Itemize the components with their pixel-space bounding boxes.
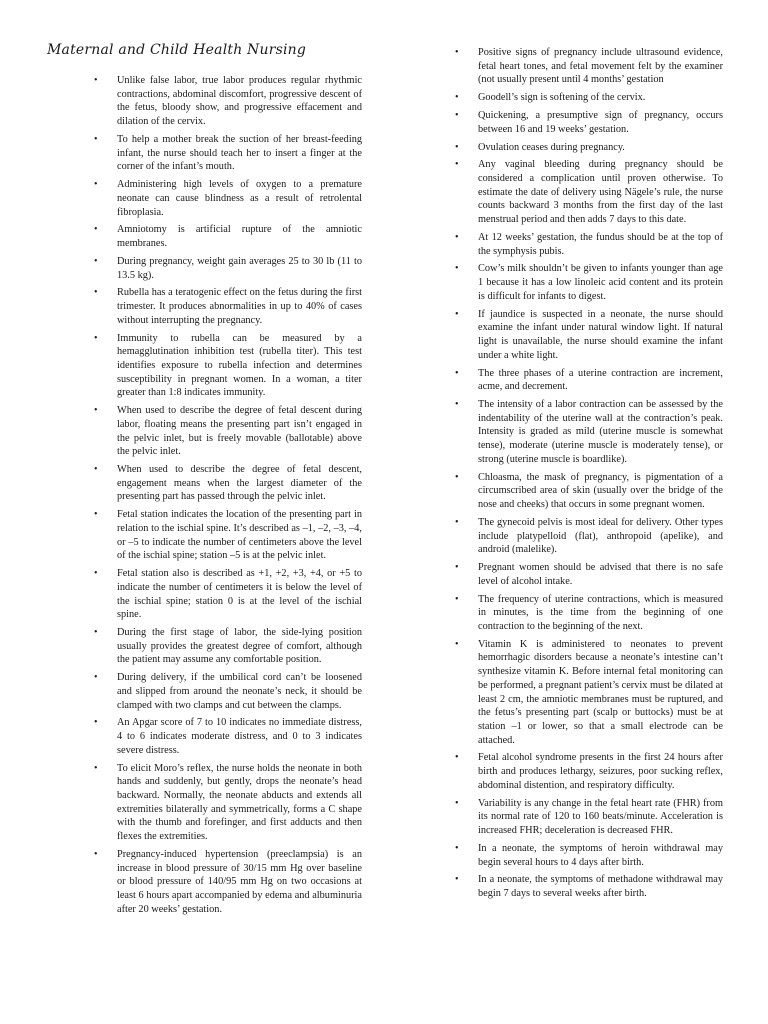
bullet-item: • Cow’s milk shouldn’t be given to infants younger than age 1 because it has a low linoleic acid content and its protein is difficult for infants to digest. (478, 262, 723, 303)
bullet-item: • Fetal alcohol syndrome presents in the first 24 hours after birth and produces lethargy, seizures, poor sucking reflex, abdominal distention, and respiratory difficulty. (478, 751, 723, 792)
bullet-item: • Administering high levels of oxygen to a premature neonate can cause blindness as a result of retrolental fibroplasia. (117, 178, 362, 219)
bullet-item: • Immunity to rubella can be measured by a hemagglutination inhibition test (rubella titer). This test identifies exposure to rubella infection and determines susceptibility in pregnant women. In a woman, a titer greater than 1:8 indicates immunity. (117, 332, 362, 401)
bullet-item: • Variability is any change in the fetal heart rate (FHR) from its normal rate of 120 to 160 beats/minute. Acceleration is increased FHR; deceleration is decreased FHR. (478, 797, 723, 838)
bullet-item: • When used to describe the degree of fetal descent during labor, floating means the presenting part isn’t engaged in the pelvic inlet, but is freely movable (ballotable) above the pelvic inlet. (117, 404, 362, 459)
bullet-item: • The gynecoid pelvis is most ideal for delivery. Other types include platypelloid (flat), anthropoid (apelike), and android (malelike). (478, 516, 723, 557)
page-title: Maternal and Child Health Nursing (47, 42, 307, 58)
bullet-item: • Chloasma, the mask of pregnancy, is pigmentation of a circumscribed area of skin (usually over the bridge of the nose and cheeks) that occurs in some pregnant women. (478, 471, 723, 512)
bullet-item: • To elicit Moro’s reflex, the nurse holds the neonate in both hands and suddenly, but gently, drops the neonate’s head backward. Normally, the neonate abducts and extends all extremities bilaterally and symmetrically, forms a C shape with the thumb and forefinger, and first adducts and then flexes the extremities. (117, 762, 362, 844)
bullet-item: • Fetal station also is described as +1, +2, +3, +4, or +5 to indicate the number of centimeters it is below the level of the ischial spine; station 0 is at the level of the ischial spine. (117, 567, 362, 622)
bullet-item: • If jaundice is suspected in a neonate, the nurse should examine the infant under natural window light. If natural light is unavailable, the nurse should examine the infant under a white light. (478, 308, 723, 363)
bullet-item: • Unlike false labor, true labor produces regular rhythmic contractions, abdominal discomfort, progressive descent of the fetus, bloody show, and progressive effacement and dilation of the cervix. (117, 74, 362, 129)
bullet-item: • The frequency of uterine contractions, which is measured in minutes, is the time from the beginning of one contraction to the beginning of the next. (478, 593, 723, 634)
left-column (117, 74, 362, 921)
bullet-item: • The three phases of a uterine contraction are increment, acme, and decrement. (478, 367, 723, 394)
bullet-item: • Any vaginal bleeding during pregnancy should be considered a complication until proven otherwise. To estimate the date of delivery using Nägele’s rule, the nurse counts backward 3 months from the first day of the last menstrual period and then adds 7 days to this date. (478, 158, 723, 227)
bullet-item: • Positive signs of pregnancy include ultrasound evidence, fetal heart tones, and fetal movement felt by the examiner (not usually present until 4 months’ gestation (478, 46, 723, 87)
bullet-item: • When used to describe the degree of fetal descent, engagement means when the largest diameter of the presenting part has passed through the pelvic inlet. (117, 463, 362, 504)
bullet-item: • During the first stage of labor, the side-lying position usually provides the greatest degree of comfort, although the patient may assume any comfortable position. (117, 626, 362, 667)
bullet-item: • Pregnancy-induced hypertension (preeclampsia) is an increase in blood pressure of 30/15 mm Hg over baseline or blood pressure of 140/95 mm Hg on two occasions at least 6 hours apart accompanied by edema and albuminuria after 20 weeks’ gestation. (117, 848, 362, 917)
bullet-item: • Vitamin K is administered to neonates to prevent hemorrhagic disorders because a neonate’s intestine can’t synthesize vitamin K. Before internal fetal monitoring can be performed, a pregnant patient’s cervix must be dilated at least 2 cm, the amniotic membranes must be ruptured, and the fetus’s presenting part (scalp or buttocks) must be at station –1 or lower, so that a small electrode can be attached. (478, 638, 723, 748)
bullet-item: • Pregnant women should be advised that there is no safe level of alcohol intake. (478, 561, 723, 588)
bullet-item: • In a neonate, the symptoms of heroin withdrawal may begin several hours to 4 days after birth. (478, 842, 723, 869)
bullet-item: • Amniotomy is artificial rupture of the amniotic membranes. (117, 223, 362, 250)
right-column (478, 46, 723, 905)
bullet-item: • During pregnancy, weight gain averages 25 to 30 lb (11 to 13.5 kg). (117, 255, 362, 282)
bullet-item: • At 12 weeks’ gestation, the fundus should be at the top of the symphysis pubis. (478, 231, 723, 258)
bullet-item: • The intensity of a labor contraction can be assessed by the indentability of the uterine wall at the contraction’s peak. Intensity is graded as mild (uterine muscle is somewhat tense), moderate (uterine muscle is moderately tense), or strong (uterine muscle is boardlike). (478, 398, 723, 467)
bullet-item: • During delivery, if the umbilical cord can’t be loosened and slipped from around the neonate’s neck, it should be clamped with two clamps and cut between the clamps. (117, 671, 362, 712)
bullet-item: • To help a mother break the suction of her breast-feeding infant, the nurse should teach her to insert a finger at the corner of the infant’s mouth. (117, 133, 362, 174)
bullet-item: • Goodell’s sign is softening of the cervix. (478, 91, 723, 105)
bullet-item: • Rubella has a teratogenic effect on the fetus during the first trimester. It produces abnormalities in up to 40% of cases without interrupting the pregnancy. (117, 286, 362, 327)
bullet-item: • Fetal station indicates the location of the presenting part in relation to the ischial spine. It’s described as –1, –2, –3, –4, or –5 to indicate the number of centimeters above the level of the ischial spine; station –5 is at the pelvic inlet. (117, 508, 362, 563)
bullet-item: • An Apgar score of 7 to 10 indicates no immediate distress, 4 to 6 indicates moderate distress, and 0 to 3 indicates severe distress. (117, 716, 362, 757)
bullet-item: • Ovulation ceases during pregnancy. (478, 141, 723, 155)
bullet-item: • Quickening, a presumptive sign of pregnancy, occurs between 16 and 19 weeks’ gestation. (478, 109, 723, 136)
bullet-item: • In a neonate, the symptoms of methadone withdrawal may begin 7 days to several weeks after birth. (478, 873, 723, 900)
